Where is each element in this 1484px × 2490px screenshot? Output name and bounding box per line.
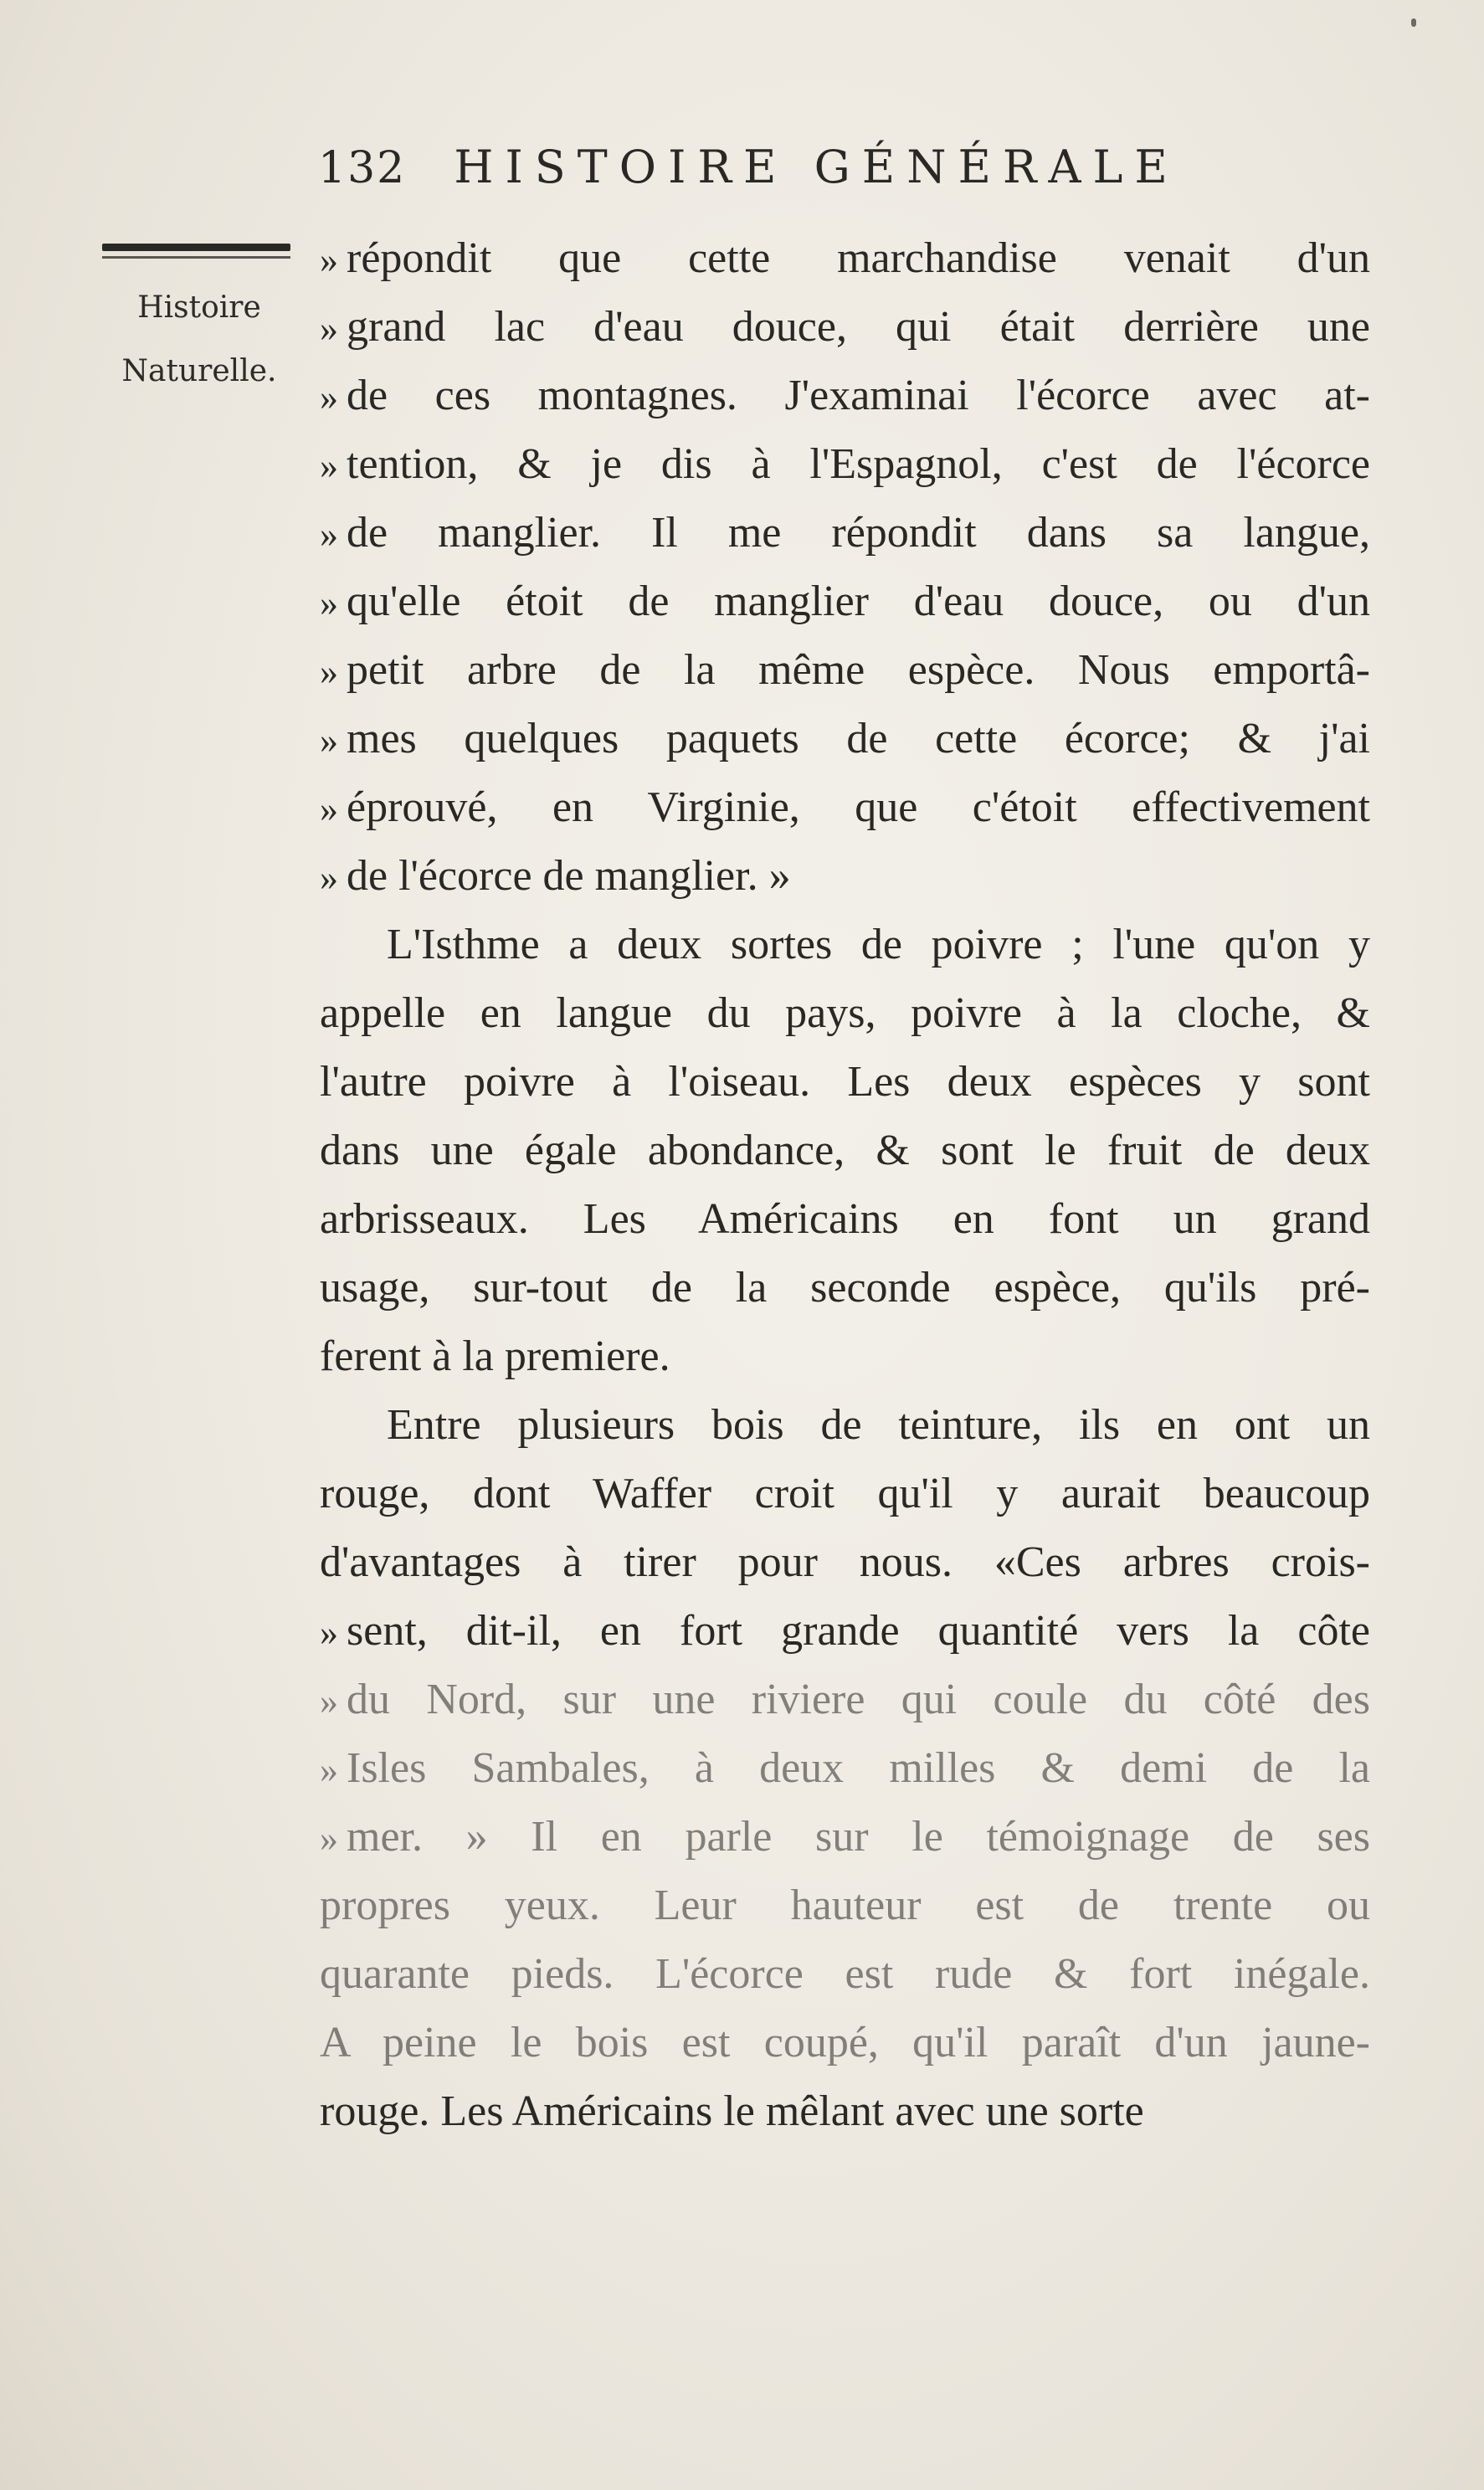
text-line — [320, 842, 1370, 911]
text-line — [320, 1254, 1370, 1322]
text-line-content: mes quelques paquets de cette écorce; & j'ai — [347, 715, 1370, 762]
running-title: HISTOIRE GÉNÉRALE — [454, 141, 1179, 193]
text-line — [320, 1871, 1370, 1940]
text-line-content: quarante pieds. L'écorce est rude & fort inégale. — [320, 1950, 1370, 1998]
body-text — [320, 224, 1370, 2146]
text-line — [320, 1803, 1370, 1871]
text-line — [320, 224, 1370, 293]
quote-mark: » — [320, 1612, 338, 1653]
text-line — [320, 1185, 1370, 1254]
text-line — [320, 636, 1370, 705]
text-line-content: sent, dit-il, en fort grande quantité vers la côte — [347, 1607, 1370, 1655]
text-line — [320, 1322, 1370, 1391]
text-line-content: Entre plusieurs bois de teinture, ils en ont un — [387, 1401, 1370, 1449]
text-line — [320, 1048, 1370, 1117]
text-line — [320, 362, 1370, 430]
text-line-content: du Nord, sur une riviere qui coule du côté des — [347, 1676, 1370, 1723]
text-line — [320, 2009, 1370, 2077]
margin-note — [90, 276, 308, 403]
text-line-content: L'Isthme a deux sortes de poivre ; l'une qu'on y — [387, 921, 1370, 968]
running-head — [318, 141, 1322, 193]
text-line-content: de l'écorce de manglier. » — [347, 852, 791, 900]
text-line — [320, 773, 1370, 842]
quote-mark: » — [320, 308, 338, 349]
text-line-content: grand lac d'eau douce, qui était derrière une — [347, 303, 1370, 351]
quote-mark: » — [320, 445, 338, 486]
text-line — [320, 2077, 1370, 2146]
quote-mark: » — [320, 239, 338, 280]
text-line-content: l'autre poivre à l'oiseau. Les deux espèces y sont — [320, 1058, 1370, 1106]
text-line — [320, 499, 1370, 567]
text-line — [320, 1528, 1370, 1597]
text-line — [320, 430, 1370, 499]
text-line-content: d'avantages à tirer pour nous. «Ces arbres crois- — [320, 1538, 1370, 1586]
text-line-content: éprouvé, en Virginie, que c'étoit effectivement — [347, 783, 1370, 831]
text-line-content: rouge. Les Américains le mêlant avec une sorte — [320, 2087, 1144, 2135]
quote-mark: » — [320, 1818, 338, 1859]
text-line — [320, 979, 1370, 1048]
text-line-content: mer. » Il en parle sur le témoignage de ses — [347, 1813, 1370, 1861]
text-line — [320, 1391, 1370, 1460]
text-line — [320, 1117, 1370, 1185]
text-line-content: Isles Sambales, à deux milles & demi de la — [347, 1744, 1370, 1792]
text-line-content: ferent à la premiere. — [320, 1332, 670, 1380]
text-line — [320, 1597, 1370, 1666]
ink-speck — [1411, 18, 1416, 27]
text-line-content: dans une égale abondance, & sont le fruit de deux — [320, 1127, 1370, 1174]
text-line-content: qu'elle étoit de manglier d'eau douce, ou d'un — [347, 578, 1370, 625]
text-line — [320, 1666, 1370, 1734]
text-line-content: A peine le bois est coupé, qu'il paraît d'un jaune- — [320, 2019, 1370, 2066]
text-line — [320, 1460, 1370, 1528]
margin-note-line-2: Naturelle. — [121, 354, 277, 388]
text-line-content: petit arbre de la même espèce. Nous emportâ- — [347, 646, 1370, 694]
text-line — [320, 705, 1370, 773]
text-line-content: propres yeux. Leur hauteur est de trente ou — [320, 1882, 1370, 1929]
quote-mark: » — [320, 1749, 338, 1790]
margin-rule-thin — [102, 256, 290, 259]
quote-mark: » — [320, 377, 338, 418]
quote-mark: » — [320, 857, 338, 898]
text-line-content: appelle en langue du pays, poivre à la cloche, & — [320, 989, 1370, 1037]
text-line — [320, 293, 1370, 362]
text-line — [320, 1940, 1370, 2009]
text-line-content: de ces montagnes. J'examinai l'écorce avec at- — [347, 372, 1370, 419]
text-line-content: tention, & je dis à l'Espagnol, c'est de l'écorce — [347, 440, 1370, 488]
page-number: 132 — [318, 143, 407, 193]
quote-mark: » — [320, 514, 338, 555]
quote-mark: » — [320, 583, 338, 624]
margin-rule — [102, 244, 290, 251]
text-line-content: rouge, dont Waffer croit qu'il y aurait beaucoup — [320, 1470, 1370, 1517]
text-line — [320, 567, 1370, 636]
quote-mark: » — [320, 1681, 338, 1722]
quote-mark: » — [320, 720, 338, 761]
quote-mark: » — [320, 651, 338, 692]
text-line — [320, 1734, 1370, 1803]
quote-mark: » — [320, 788, 338, 829]
margin-note-line-1: Histoire — [137, 290, 261, 325]
text-line — [320, 911, 1370, 979]
text-line-content: de manglier. Il me répondit dans sa langue, — [347, 509, 1370, 557]
text-line-content: usage, sur-tout de la seconde espèce, qu'ils pré- — [320, 1264, 1370, 1312]
text-line-content: arbrisseaux. Les Américains en font un grand — [320, 1195, 1370, 1243]
text-line-content: répondit que cette marchandise venait d'un — [347, 234, 1370, 282]
